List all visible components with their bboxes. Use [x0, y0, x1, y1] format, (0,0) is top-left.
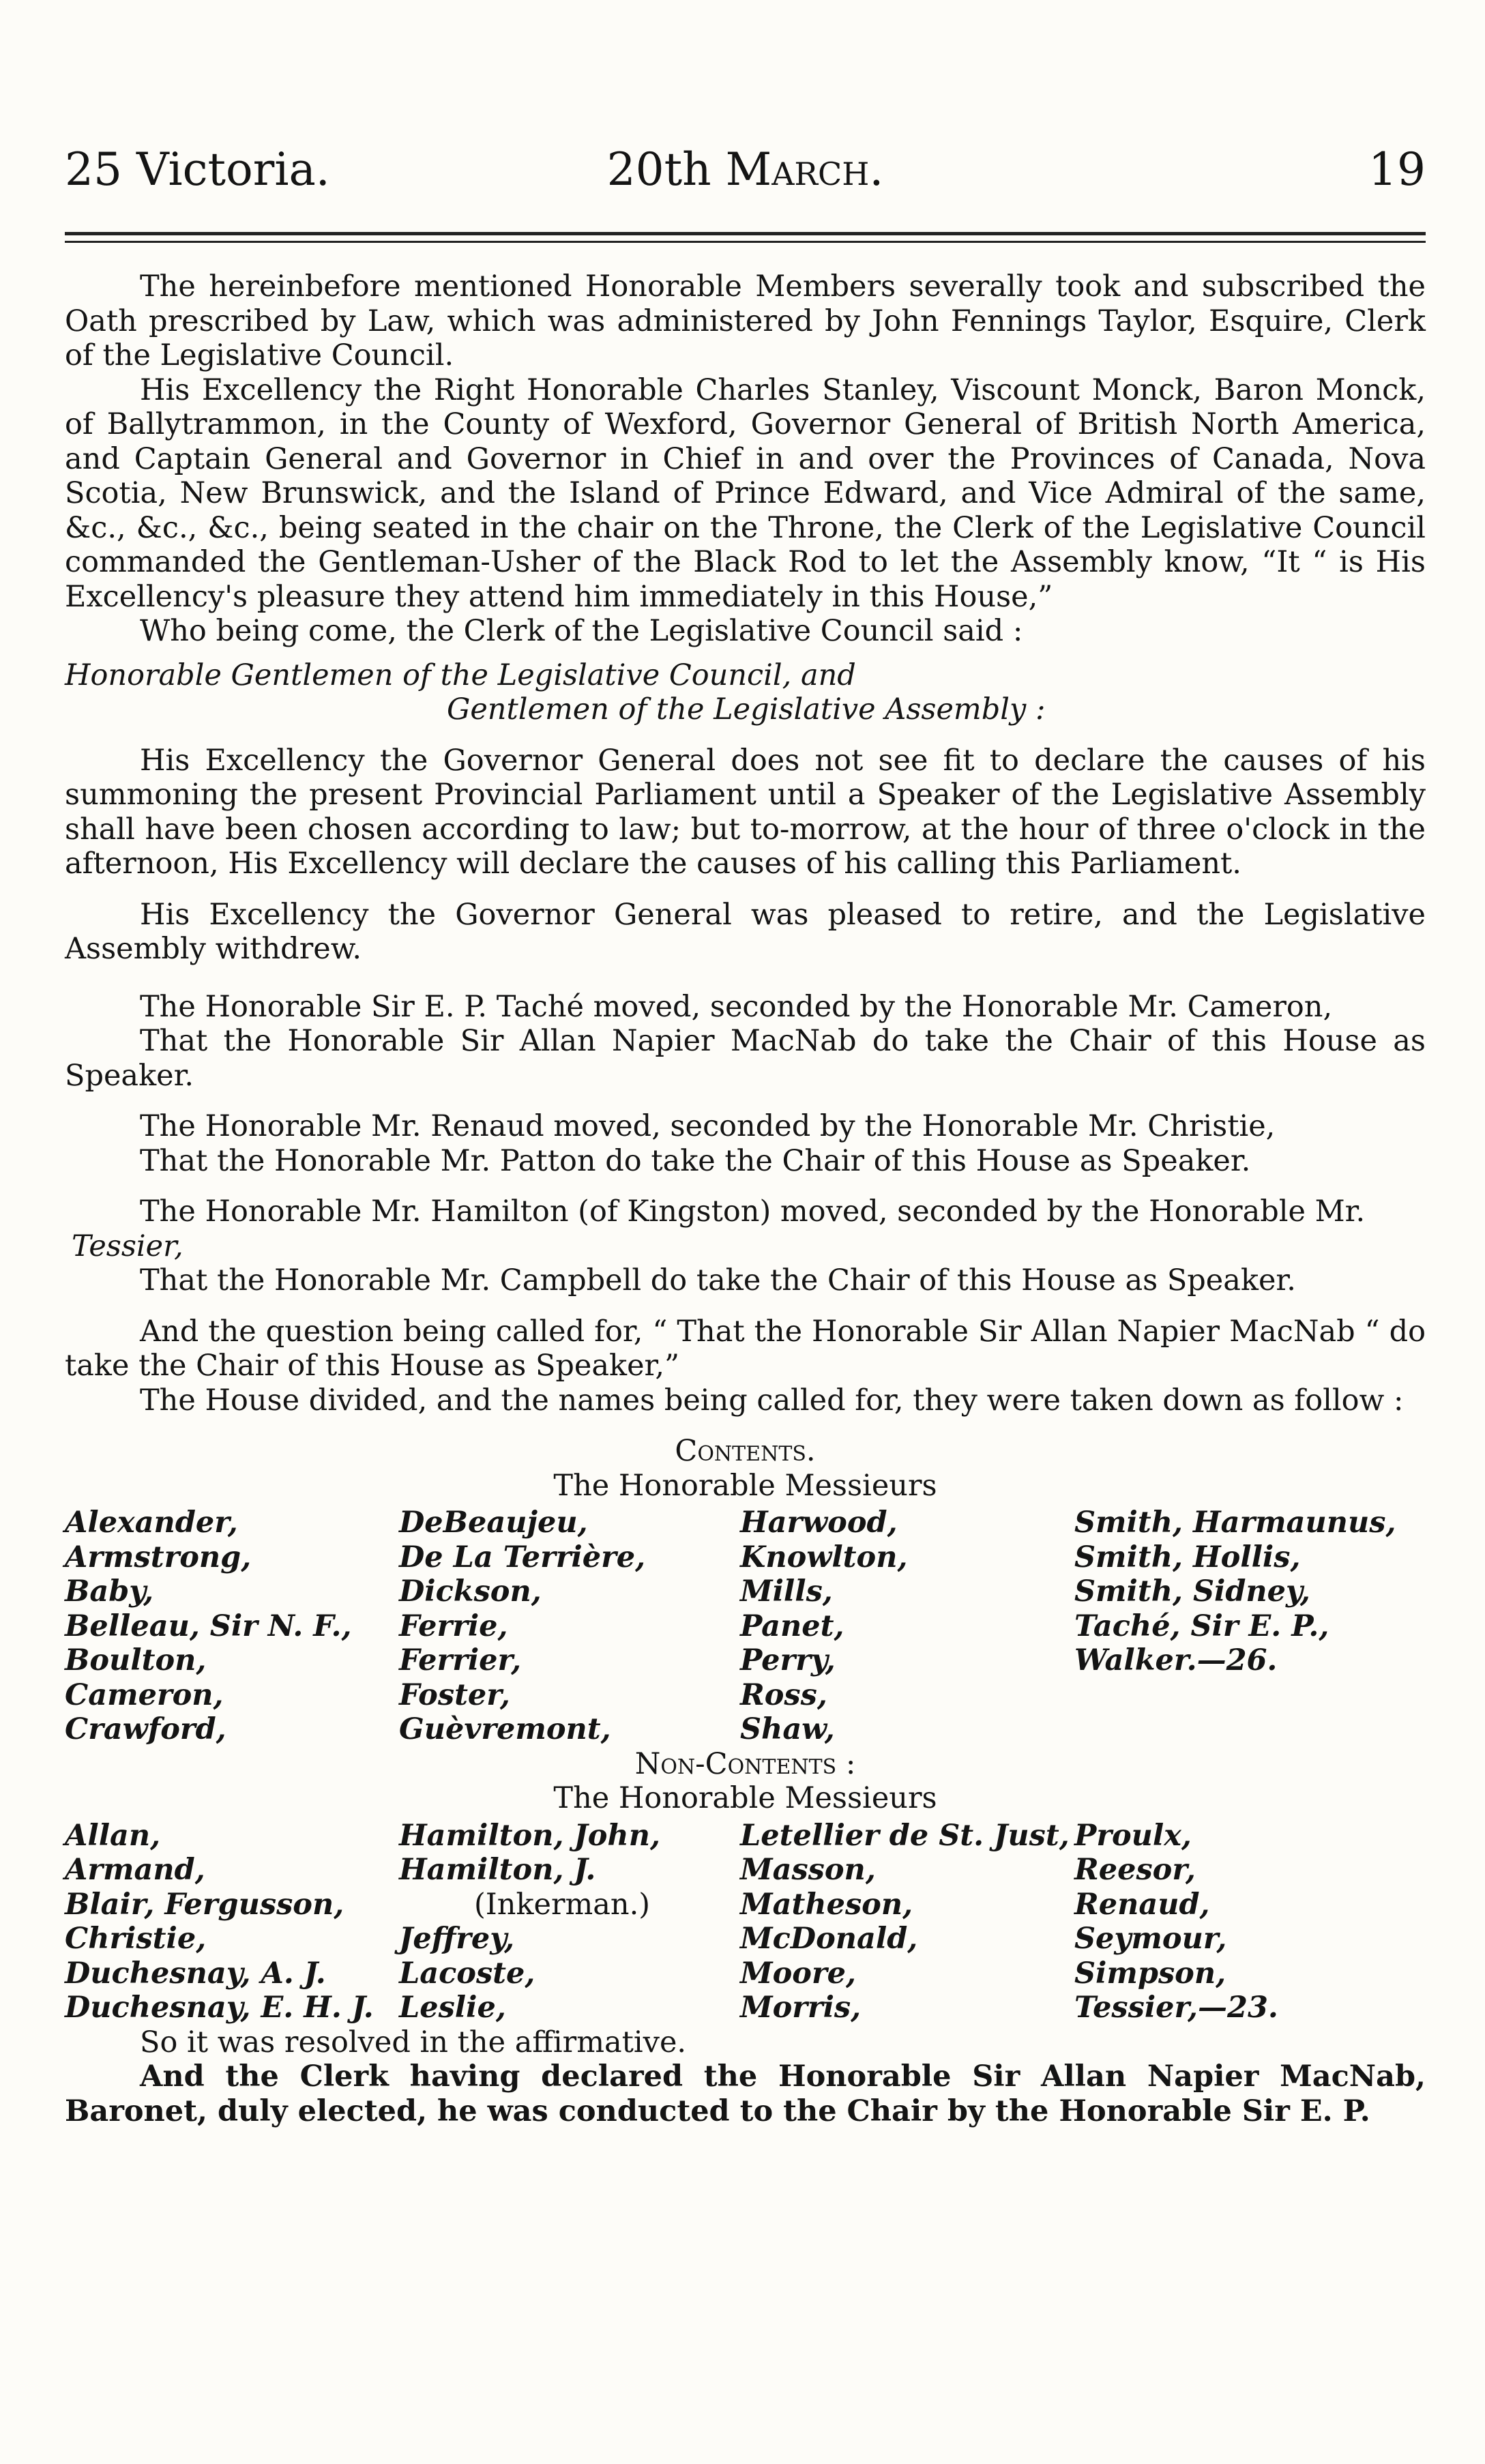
motion-3: The Honorable Mr. Hamilton (of Kingston) moved, seconded by the Honorable Mr.: [140, 1194, 1366, 1229]
member-name: Panet,: [740, 1609, 844, 1643]
member-name: Tessier,—23.: [1074, 1991, 1278, 2025]
contents-column-2: [399, 1506, 740, 1747]
member-name: Smith, Harmaunus,: [1074, 1506, 1396, 1540]
member-name: Knowlton,: [740, 1540, 908, 1574]
speaker-elected: And the Clerk having declared the Honorable Sir Allan Napier MacNab, Baronet, duly elected, he was conducted to the Chair by the Honorable Sir E. P.: [65, 2059, 1426, 2128]
paragraph-speech: His Excellency the Governor General does not see fit to declare the causes of his summoning the present Provincial Parliament until a Speaker of the Legislative Assembly shall have been chosen according to law; but to-morrow, at the hour of three o'clock in the afternoon, His Excellency will declare the causes of his calling this Parliament.: [65, 743, 1426, 881]
member-name: Letellier de St. Just,: [740, 1818, 1070, 1853]
paragraph-clerk-said: Who being come, the Clerk of the Legislative Council said :: [140, 614, 1023, 648]
contents-heading: Contents.: [675, 1434, 816, 1468]
member-name: Cameron,: [65, 1677, 224, 1712]
member-name: Baby,: [65, 1574, 154, 1609]
paragraph-governor: His Excellency the Right Honorable Charles Stanley, Viscount Monck, Baron Monck, of Ballytrammon, in the County of Wexford, Governor General of British North America, and Captain General and Governor in Chief in and over the Provinces of Canada, Nova Scotia, New Brunswick, and the Island of Prince Edward, and Vice Admiral of the same, &c., &c., &c., being seated in the chair on the Throne, the Clerk of the Legislative Council commanded the Gentleman-Usher of the Black Rod to let the Assembly know, “It “ is His Excellency's pleasure they attend him immediately in this House,”: [65, 372, 1426, 614]
member-name: Renaud,: [1074, 1887, 1210, 1922]
member-name: Seymour,: [1074, 1922, 1227, 1956]
contents-column-3: [740, 1506, 1074, 1747]
contents-column-1: [65, 1506, 399, 1747]
member-name: Proulx,: [1074, 1818, 1192, 1853]
motion-1: The Honorable Sir E. P. Taché moved, seconded by the Honorable Mr. Cameron,: [140, 989, 1333, 1024]
contents-list: [65, 1506, 1426, 1747]
paragraph-oath: The hereinbefore mentioned Honorable Members severally took and subscribed the Oath prescribed by Law, which was administered by John Fennings Taylor, Esquire, Clerk of the Legislative Council.: [65, 269, 1426, 372]
member-name: Smith, Sidney,: [1074, 1574, 1310, 1609]
member-name: Perry,: [740, 1643, 836, 1677]
member-name: Reesor,: [1074, 1853, 1196, 1887]
member-name: Walker.—26.: [1074, 1643, 1278, 1677]
member-name: Alexander,: [65, 1506, 238, 1540]
member-name: Shaw,: [740, 1712, 835, 1746]
member-name: Allan,: [65, 1818, 161, 1853]
date-month: March.: [725, 143, 884, 196]
member-name: Jeffrey,: [399, 1922, 515, 1956]
contents-column-4: [1074, 1506, 1426, 1747]
member-name: Hamilton, John,: [399, 1818, 660, 1853]
member-name: Dickson,: [399, 1574, 542, 1609]
motion-3-text: That the Honorable Mr. Campbell do take the Chair of this House as Speaker.: [140, 1263, 1296, 1297]
header-rule-thin: [65, 241, 1426, 243]
motion-2: The Honorable Mr. Renaud moved, seconded by the Honorable Mr. Christie,: [140, 1109, 1276, 1143]
non-contents-column-4: [1074, 1819, 1426, 2025]
non-contents-subheading: The Honorable Messieurs: [553, 1781, 937, 1815]
member-name: Ferrie,: [399, 1609, 508, 1643]
journal-body: [65, 269, 1426, 2128]
member-name-note: (Inkerman.): [474, 1887, 651, 1922]
member-name: Christie,: [65, 1922, 207, 1956]
member-name: De La Terrière,: [399, 1540, 646, 1574]
motion-2-text: That the Honorable Mr. Patton do take the Chair of this House as Speaker.: [140, 1143, 1251, 1178]
member-name: Leslie,: [399, 1991, 506, 2025]
member-name: Belleau, Sir N. F.,: [65, 1609, 352, 1643]
member-name: DeBeaujeu,: [399, 1506, 588, 1540]
member-name: McDonald,: [740, 1922, 918, 1956]
question-called: And the question being called for, “ That the Honorable Sir Allan Napier MacNab “ do take the Chair of this House as Speaker,”: [65, 1314, 1426, 1383]
house-divided: The House divided, and the names being called for, they were taken down as follow :: [140, 1383, 1404, 1418]
motion-1-text: That the Honorable Sir Allan Napier MacNab do take the Chair of this House as Speaker.: [65, 1024, 1426, 1093]
non-contents-heading: Non-Contents :: [634, 1746, 856, 1781]
member-name: Taché, Sir E. P.,: [1074, 1609, 1329, 1643]
resolution: So it was resolved in the affirmative.: [140, 2025, 687, 2059]
member-name: Moore,: [740, 1956, 856, 1991]
member-name: Harwood,: [740, 1506, 898, 1540]
non-contents-column-3: [740, 1819, 1074, 2025]
member-name: Foster,: [399, 1677, 510, 1712]
member-name: Matheson,: [740, 1887, 913, 1922]
date-number: 20th: [606, 143, 711, 196]
address-line-2: Gentlemen of the Legislative Assembly :: [447, 692, 1046, 727]
session-label: 25 Victoria.: [65, 143, 330, 196]
member-name: Duchesnay, A. J.: [65, 1956, 326, 1991]
member-name: Boulton,: [65, 1643, 207, 1677]
motion-3-seconder: Tessier,: [72, 1229, 183, 1263]
member-name: Masson,: [740, 1853, 876, 1887]
member-name: Guèvremont,: [399, 1712, 611, 1746]
non-contents-column-2: [399, 1819, 740, 2025]
non-contents-column-1: [65, 1819, 399, 2025]
non-contents-list: [65, 1819, 1426, 2025]
member-name: Blair, Fergusson,: [65, 1887, 344, 1922]
member-name: Armstrong,: [65, 1540, 252, 1574]
member-name: Mills,: [740, 1574, 833, 1609]
member-name: Lacoste,: [399, 1956, 535, 1991]
member-name: Ferrier,: [399, 1643, 522, 1677]
member-name: Simpson,: [1074, 1956, 1226, 1991]
member-name: Duchesnay, E. H. J.: [65, 1991, 374, 2025]
member-name: Crawford,: [65, 1712, 226, 1746]
member-name: Ross,: [740, 1677, 827, 1712]
paragraph-retire: His Excellency the Governor General was pleased to retire, and the Legislative Assembly withdrew.: [65, 897, 1426, 966]
page-number: 19: [1368, 143, 1426, 196]
header-rule-thick: [65, 232, 1426, 235]
date-heading: [65, 143, 1426, 196]
address-line-1: Honorable Gentlemen of the Legislative Council, and: [65, 658, 856, 692]
member-name: Hamilton, J.: [399, 1853, 596, 1887]
member-name: Morris,: [740, 1991, 862, 2025]
member-name: Armand,: [65, 1853, 205, 1887]
member-name: [399, 1888, 740, 1922]
member-name: Smith, Hollis,: [1074, 1540, 1301, 1574]
contents-subheading: The Honorable Messieurs: [553, 1468, 937, 1503]
running-header: [65, 130, 1426, 211]
